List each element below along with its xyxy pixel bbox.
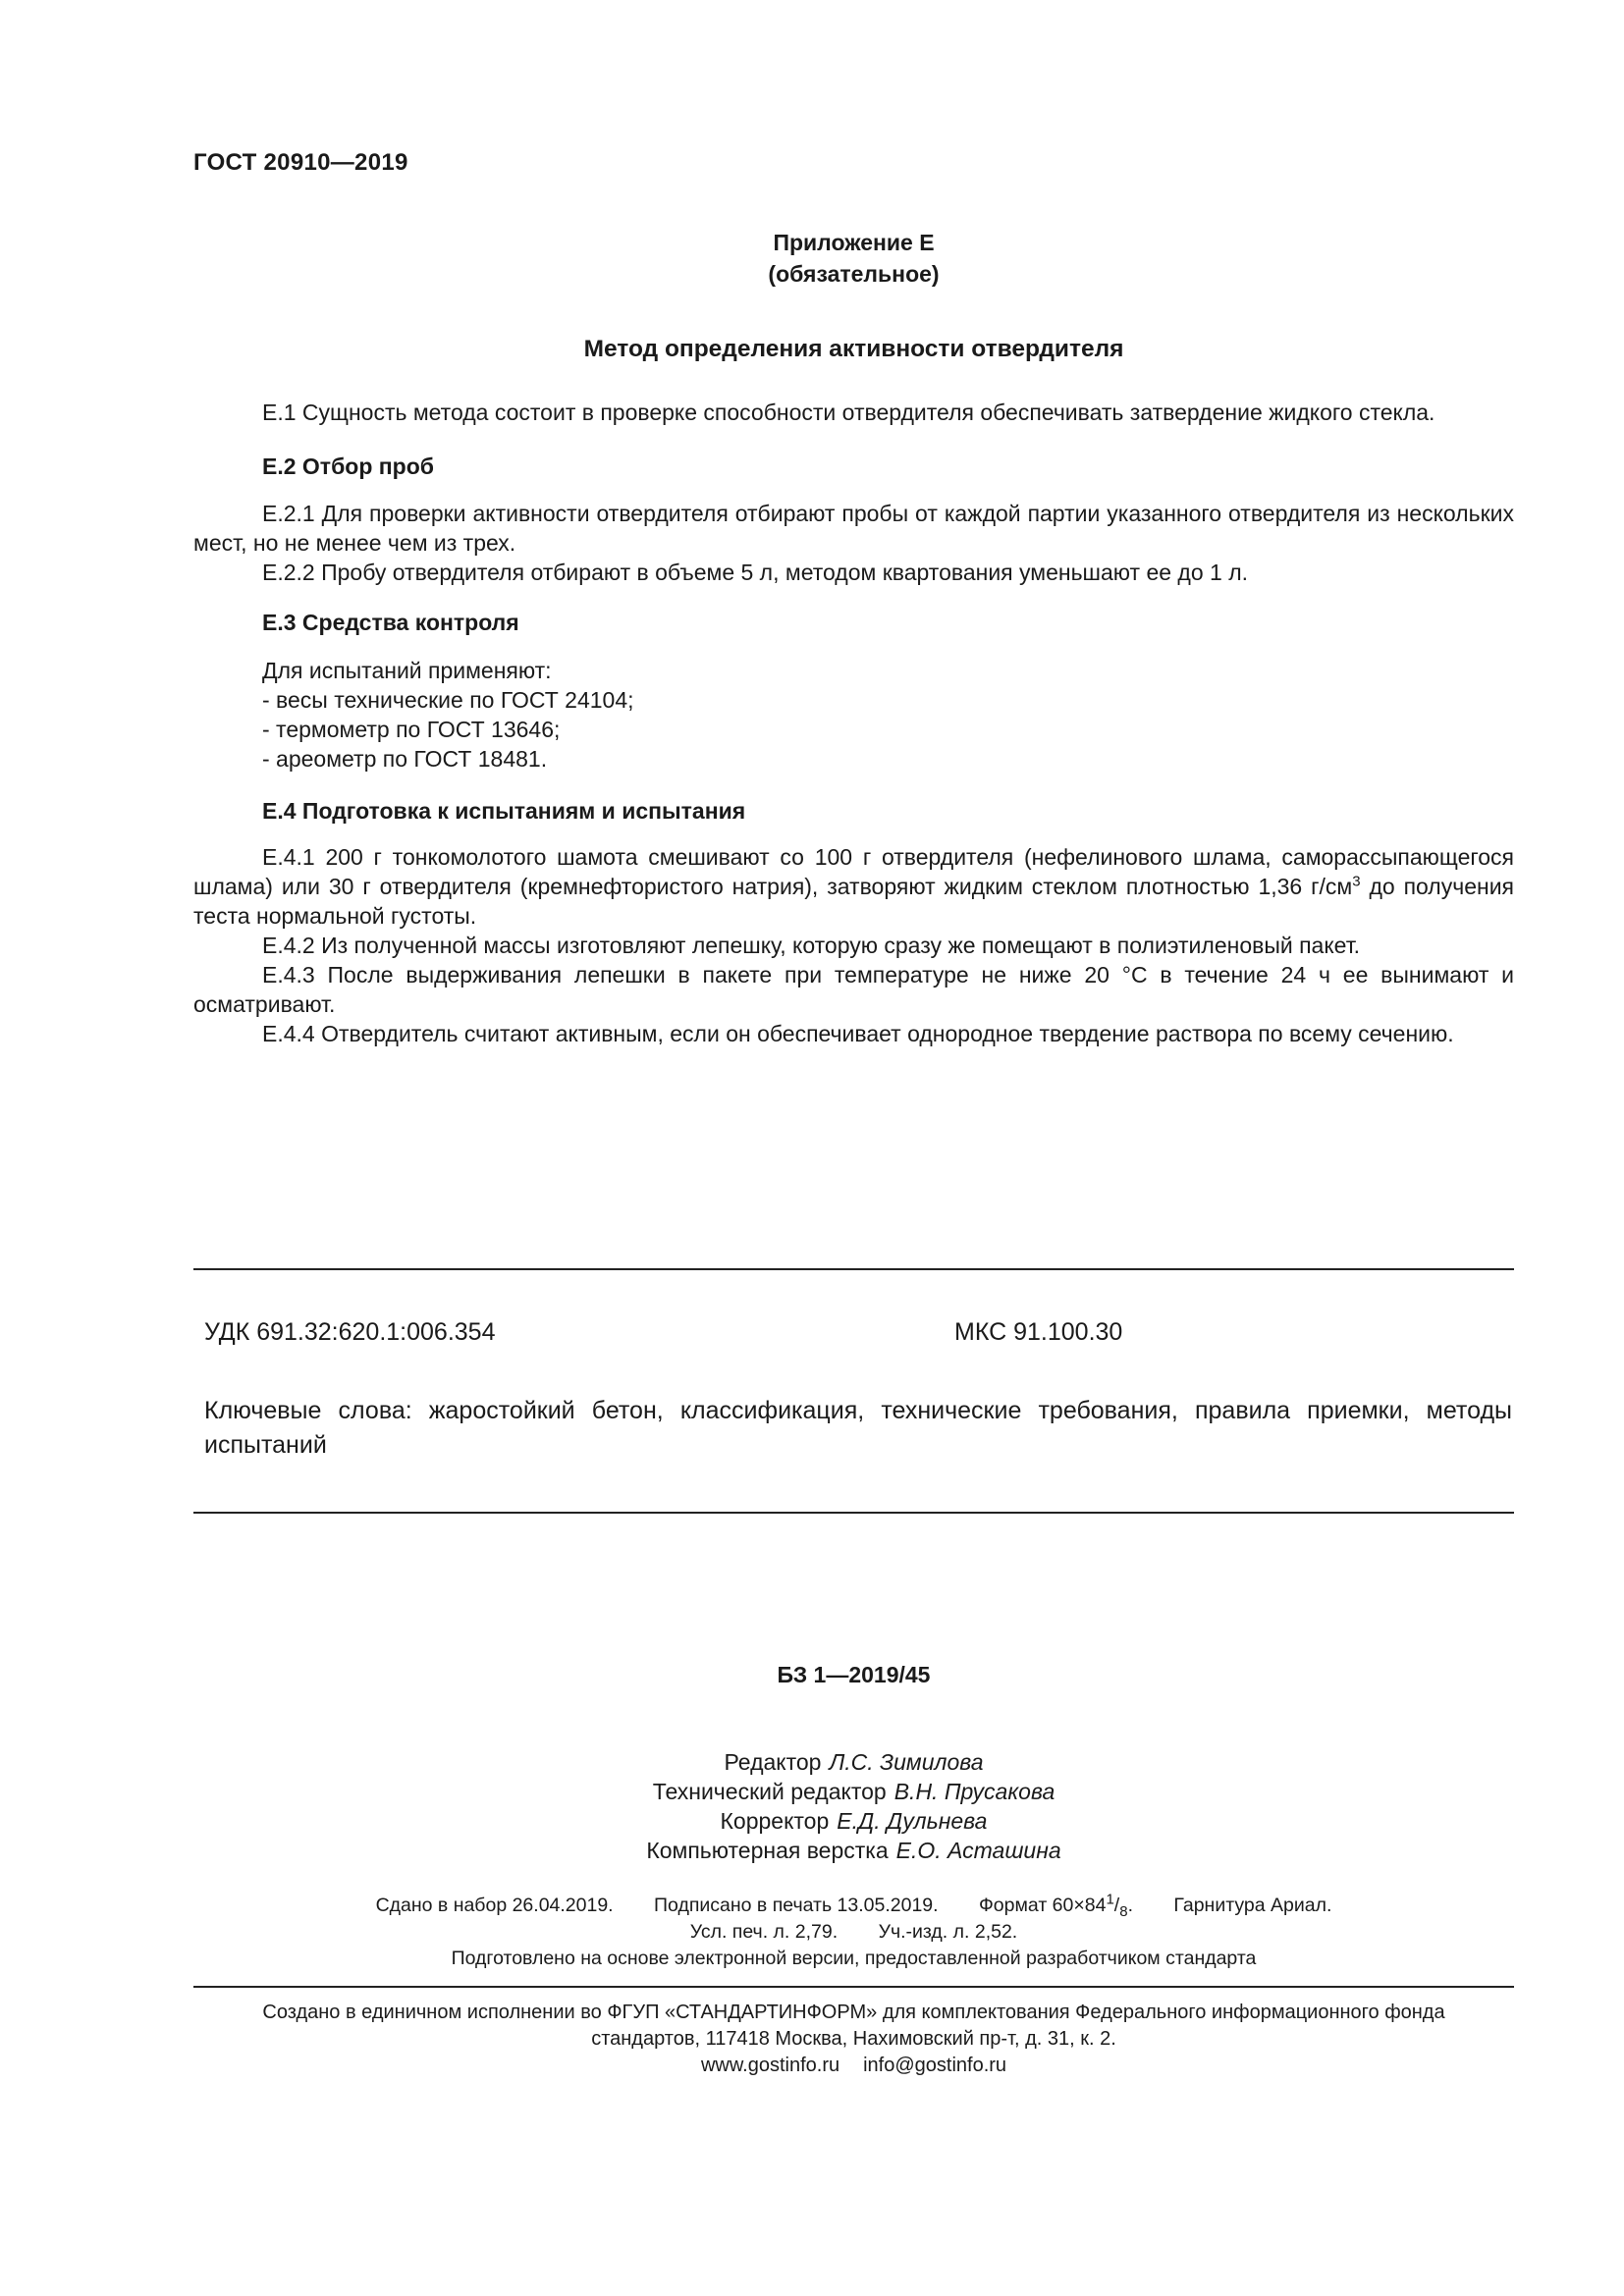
method-title: Метод определения активности отвердителя [583, 336, 1124, 362]
mks-code: МКС 91.100.30 [954, 1318, 1123, 1346]
paragraph-e4-3: Е.4.3 После выдерживания лепешки в пакете при температуре не ниже 20 °С в течение 24 ч ее вынимают и осматривают. [193, 962, 1514, 1017]
udk-code: УДК 691.32:620.1:006.354 [204, 1318, 496, 1346]
divider-footer [193, 1986, 1514, 1988]
equipment-item: - весы технические по ГОСТ 24104; [262, 687, 634, 713]
publisher-block [193, 2000, 1514, 2079]
imprint-line-3: Подготовлено на основе электронной версии, предоставленной разработчиком стандарта [451, 1948, 1257, 1969]
appendix-title: Приложение Е [773, 230, 935, 255]
publisher-contacts [193, 2053, 1514, 2079]
publisher-line-1: Создано в единичном исполнении во ФГУП «СТАНДАРТИНФОРМ» для комплектования Федерального информационного фонда [262, 2002, 1445, 2023]
equipment-intro: Для испытаний применяют: [262, 658, 552, 683]
document-id: ГОСТ 20910—2019 [193, 149, 408, 176]
paragraph-e2-2: Е.2.2 Пробу отвердителя отбирают в объеме 5 л, методом квартования уменьшают ее до 1 л. [262, 560, 1249, 585]
section-e2-body [193, 499, 1514, 587]
section-e2 [193, 452, 1514, 481]
section-e3 [193, 608, 1514, 637]
divider-top [193, 1268, 1514, 1270]
divider-bottom [193, 1512, 1514, 1514]
section-e1 [193, 398, 1514, 427]
imprint-block [193, 1893, 1514, 1972]
staff-list [193, 1747, 1514, 1865]
appendix-status: (обязательное) [768, 261, 940, 287]
equipment-item: - ареометр по ГОСТ 18481. [262, 746, 548, 772]
section-e3-body [193, 656, 1514, 774]
appendix-heading [193, 227, 1514, 290]
equipment-item: - термометр по ГОСТ 13646; [262, 717, 561, 742]
imprint-line-1: Сдано в набор 26.04.2019. Подписано в печать 13.05.2019. Формат $60\times 84^1/_8$. Гарнитура Ариал. [375, 1891, 1332, 1920]
paragraph-e4-4: Е.4.4 Отвердитель считают активным, если он обеспечивает однородное твердение раствора по всему сечению. [262, 1021, 1454, 1046]
staff-row: Редактор Л.С. Зимилова [724, 1749, 984, 1775]
heading-e4: Е.4 Подготовка к испытаниям и испытания [262, 798, 746, 824]
staff-row: Корректор Е.Д. Дульнева [720, 1808, 988, 1834]
website-link[interactable]: www.gostinfo.ru [700, 2055, 840, 2076]
publisher-line-2: стандартов, 117418 Москва, Нахимовский пр-т, д. 31, к. 2. [591, 2028, 1116, 2050]
section-e4 [193, 796, 1514, 826]
heading-e2: Е.2 Отбор проб [262, 454, 434, 479]
paragraph-e1: Е.1 Сущность метода состоит в проверке способности отвердителя обеспечивать затвердение жидкого стекла. [262, 400, 1435, 425]
paragraph-e2-1: Е.2.1 Для проверки активности отвердителя отбирают пробы от каждой партии указанного отвердителя из нескольких мест, но не менее чем из трех. [193, 501, 1514, 556]
imprint-line-2: Усл. печ. л. 2,79. Уч.-изд. л. 2,52. [689, 1921, 1018, 1943]
paragraph-e4-1: Е.4.1 200 г тонкомолотого шамота смешивают со 100 г отвердителя (нефелинового шлама, саморассыпающегося шлама) или 30 г отвердителя (кремнефтористого натрия), затворяют жидким стеклом плотностью 1,36 $г/см^3$ до получения теста нормальной густоты. [193, 844, 1515, 929]
staff-row: Технический редактор В.Н. Прусакова [652, 1779, 1056, 1804]
heading-e3: Е.3 Средства контроля [262, 610, 519, 635]
staff-row: Компьютерная верстка Е.О. Асташина [646, 1838, 1061, 1863]
paragraph-e4-2: Е.4.2 Из полученной массы изготовляют лепешку, которую сразу же помещают в полиэтиленовый пакет. [262, 933, 1361, 958]
bz-number: БЗ 1—2019/45 [777, 1662, 931, 1687]
section-e4-body [193, 842, 1514, 1048]
keywords: Ключевые слова: жаростойкий бетон, классификация, технические требования, правила приемки, методы испытаний [204, 1397, 1512, 1459]
email-link[interactable]: info@gostinfo.ru [863, 2055, 1007, 2076]
